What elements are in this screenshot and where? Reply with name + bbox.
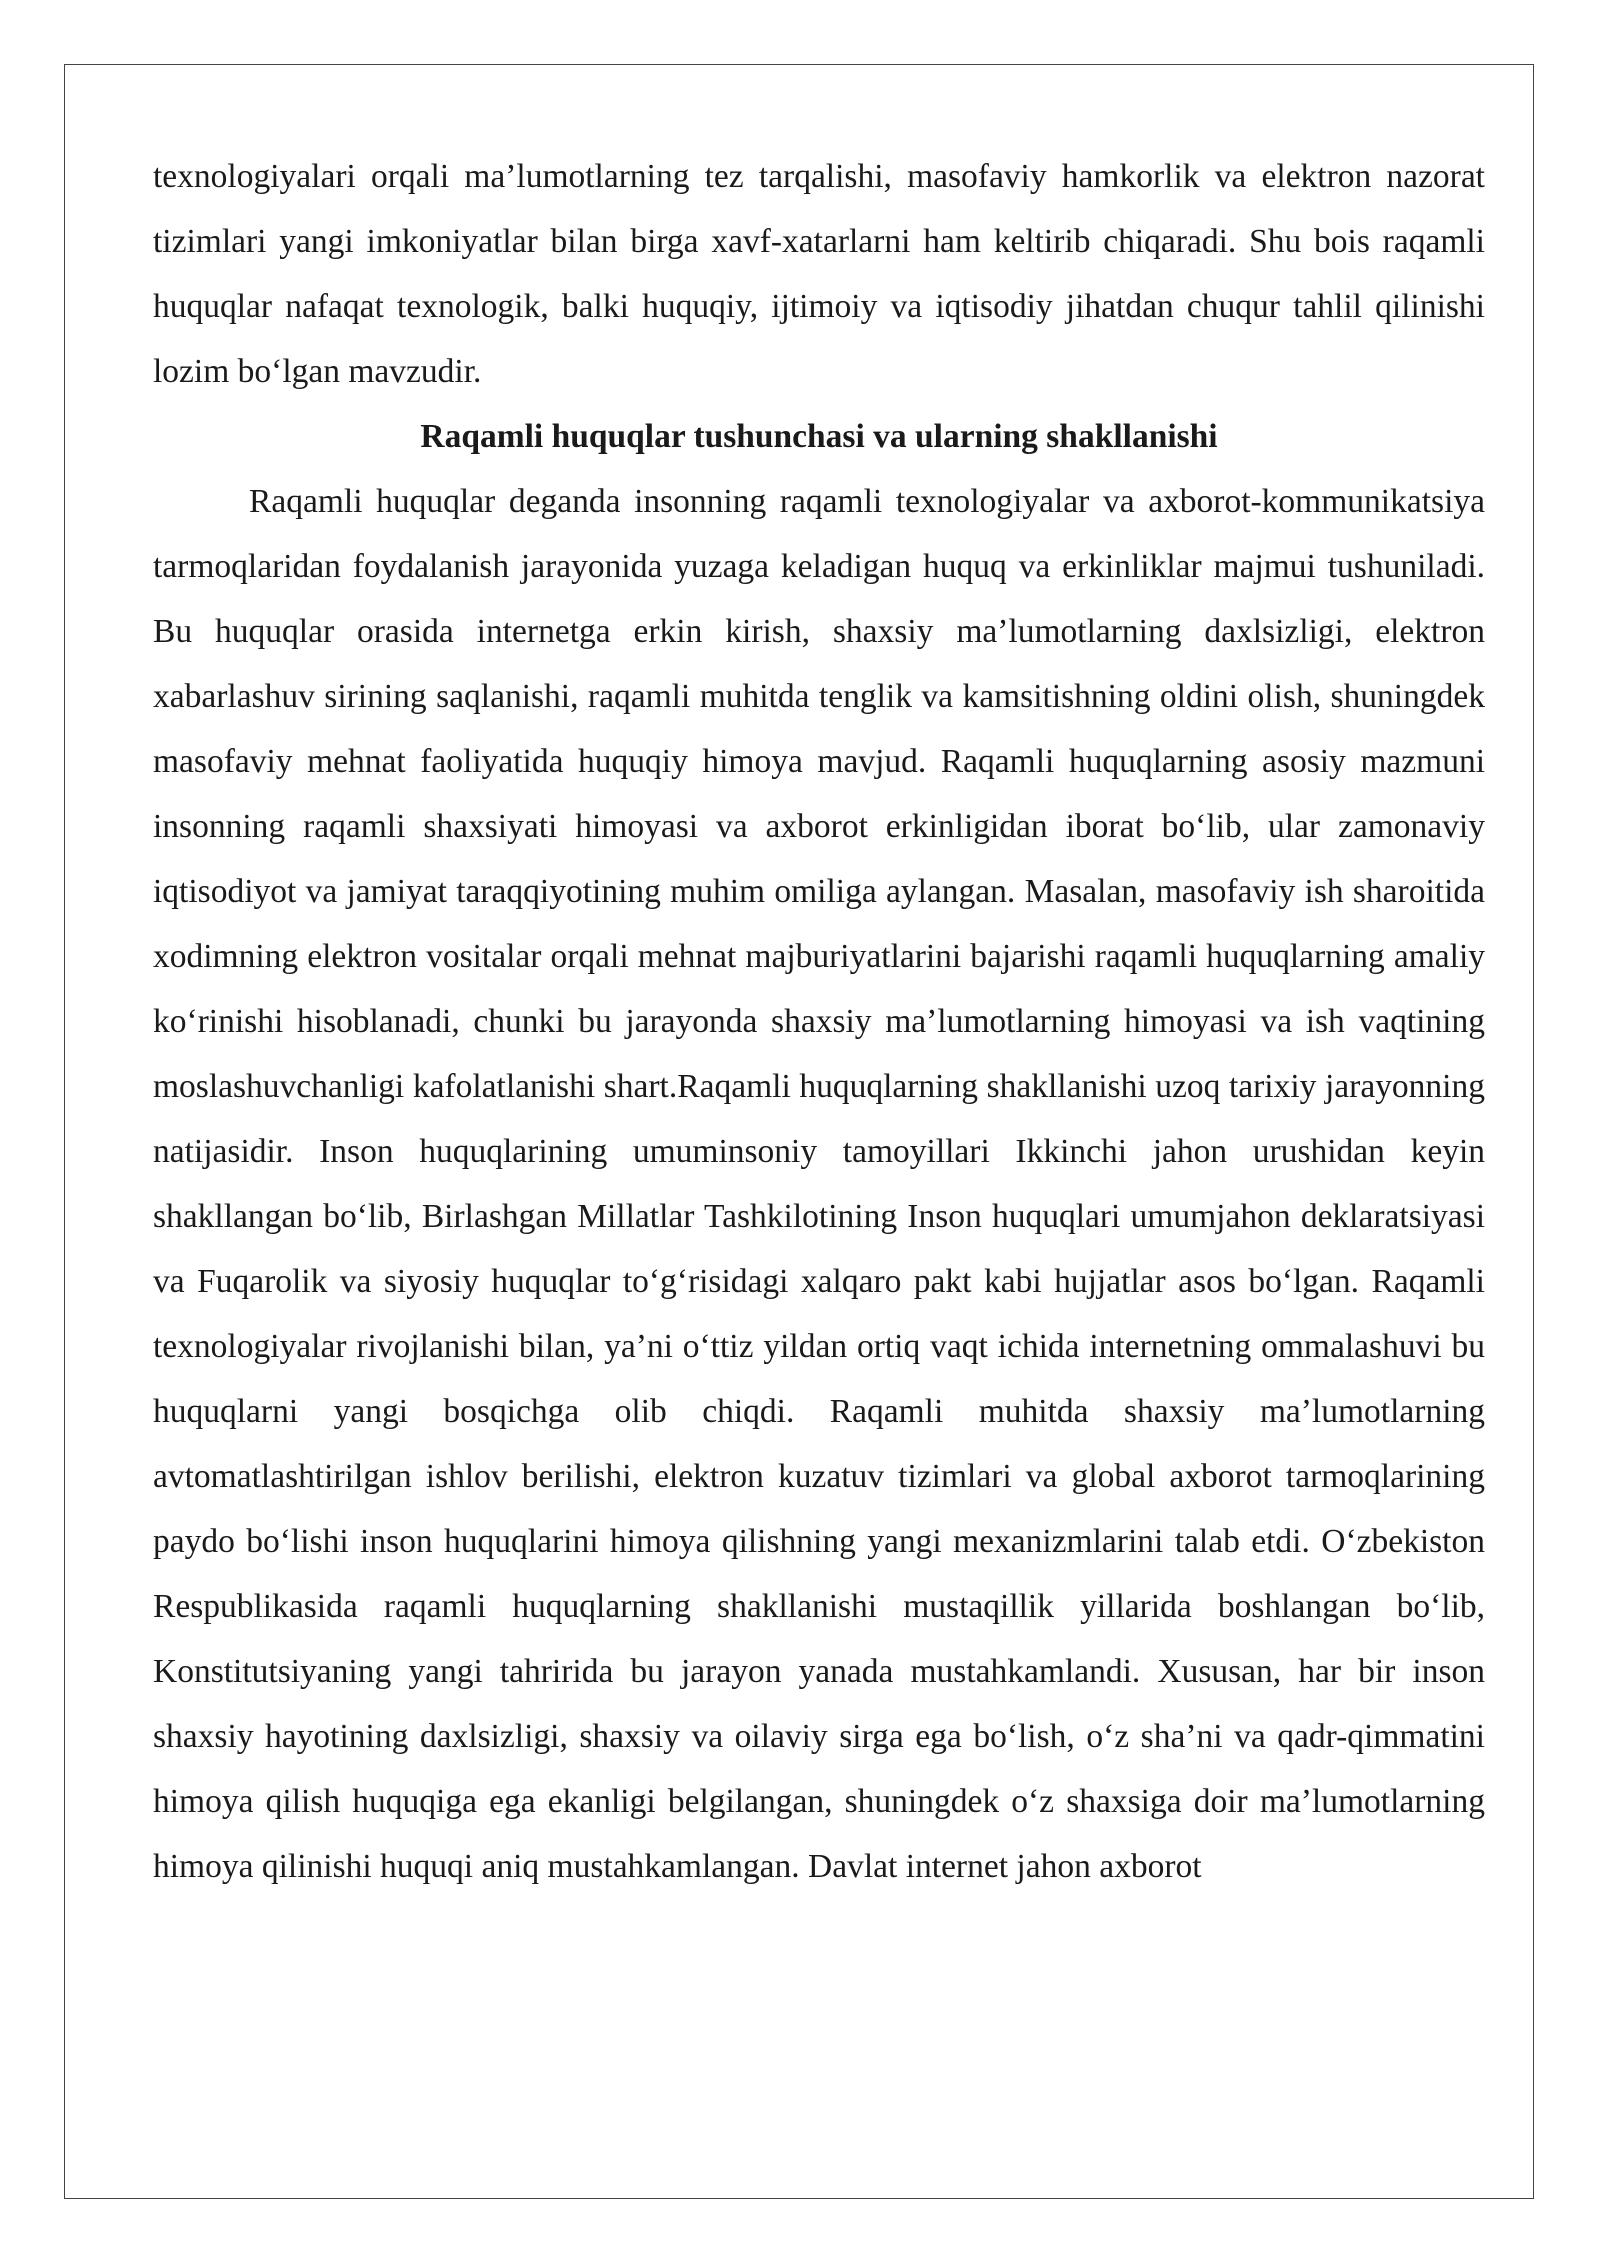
paragraph-body: Raqamli huquqlar deganda insonning raqamli texnologiyalar va axborot-kommunikatsiya tarmoqlaridan foydalanish jarayonida yuzaga keladigan huquq va erkinliklar majmui tushuniladi. Bu huquqlar orasida internetga erkin kirish, shaxsiy ma’lumotlarning daxlsizligi, elektron xabarlashuv sirining saqlanishi, raqamli muhitda tenglik va kamsitishning oldini olish, shuningdek masofaviy mehnat faoliyatida huquqiy himoya mavjud. Raqamli huquqlarning asosiy mazmuni insonning raqamli shaxsiyati himoyasi va axborot erkinligidan iborat bo‘lib, ular zamonaviy iqtisodiyot va jamiyat taraqqiyotining muhim omiliga aylangan. Masalan, masofaviy ish sharoitida xodimning elektron vositalar orqali mehnat majburiyatlarini bajarishi raqamli huquqlarning amaliy ko‘rinishi hisoblanadi, chunki bu jarayonda shaxsiy ma’lumotlarning himoyasi va ish vaqtining moslashuvchanligi kafolatlanishi shart.Raqamli huquqlarning shakllanishi uzoq tarixiy jarayonning natijasidir. Inson huquqlarining umuminsoniy tamoyillari Ikkinchi jahon urushidan keyin shakllangan bo‘lib, Birlashgan Millatlar Tashkilotining Inson huquqlari umumjahon deklaratsiyasi va Fuqarolik va siyosiy huquqlar to‘g‘risidagi xalqaro pakt kabi hujjatlar asos bo‘lgan. Raqamli texnologiyalar rivojlanishi bilan, ya’ni o‘ttiz yildan ortiq vaqt ichida internetning ommalashuvi bu huquqlarni yangi bosqichga olib chiqdi. Raqamli muhitda shaxsiy ma’lumotlarning avtomatlashtirilgan ishlov berilishi, elektron kuzatuv tizimlari va global axborot tarmoqlarining paydo bo‘lishi inson huquqlarini himoya qilishning yangi mexanizmlarini talab etdi. O‘zbekiston Respublikasida raqamli huquqlarning shakllanishi mustaqillik yillarida boshlangan bo‘lib, Konstitutsiyaning yangi tahririda bu jarayon yanada mustahkamlandi. Xususan, har bir inson shaxsiy hayotining daxlsizligi, shaxsiy va oilaviy sirga ega bo‘lish, o‘z sha’ni va qadr-qimmatini himoya qilish huquqiga ega ekanligi belgilangan, shuningdek o‘z shaxsiga doir ma’lumotlarning himoya qilinishi huquqi aniq mustahkamlangan. Davlat internet jahon axborot [153, 483, 1485, 1885]
section-heading: Raqamli huquqlar tushunchasi va ularning shakllanishi [420, 418, 1218, 455]
document-body [153, 144, 1485, 1899]
paragraph-continuation: texnologiyalari orqali ma’lumotlarning tez tarqalishi, masofaviy hamkorlik va elektron nazorat tizimlari yangi imkoniyatlar bilan birga xavf-xatarlarni ham keltirib chiqaradi. Shu bois raqamli huquqlar nafaqat texnologik, balki huquqiy, ijtimoiy va iqtisodiy jihatdan chuqur tahlil qilinishi lozim bo‘lgan mavzudir. [153, 158, 1485, 390]
